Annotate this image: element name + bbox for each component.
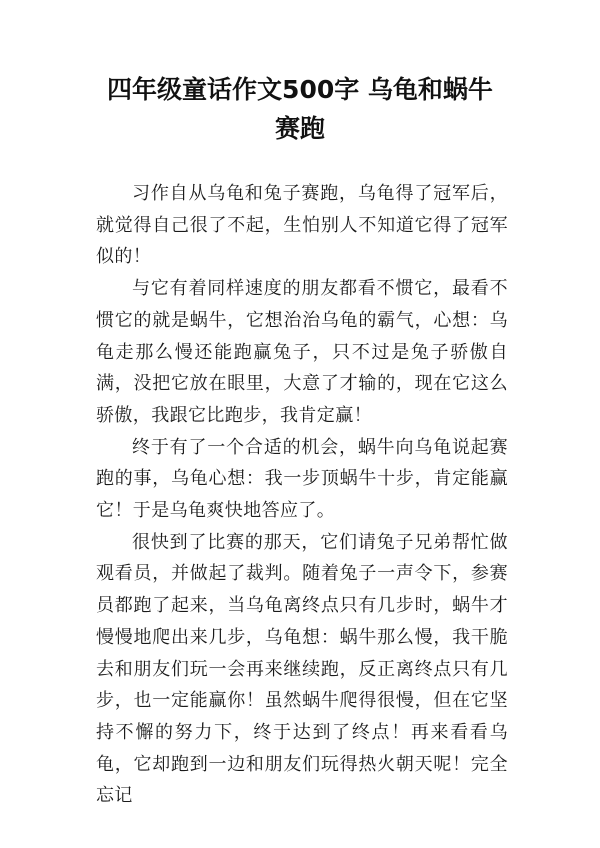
paragraph-4: 很快到了比赛的那天，它们请兔子兄弟帮忙做观看员，并做起了裁判。随着兔子一声令下，参赛员都跑了起来，当乌龟离终点只有几步时，蜗牛才慢慢地爬出来几步，乌龟想：蜗牛那么慢，我干脆去和朋友们玩一会再来继续跑，反正离终点只有几步，也一定能赢你！虽然蜗牛爬得很慢，但在它坚持不懈的努力下，终于达到了终点！再来看看乌龟，它却跑到一边和朋友们玩得热火朝天呢！完全忘记 xyxy=(96,531,508,807)
paragraph-2: 与它有着同样速度的朋友都看不惯它，最看不惯它的就是蜗牛，它想治治乌龟的霸气，心想：乌龟走那么慢还能跑赢兔子，只不过是兔子骄傲自满，没把它放在眼里，大意了才输的，现在它这么骄傲，我跟它比跑步，我肯定赢！ xyxy=(96,278,508,426)
document-title: 四年级童话作文500字 乌龟和蜗牛赛跑 xyxy=(107,75,493,143)
document-body xyxy=(96,178,508,812)
paragraph-3: 终于有了一个合适的机会，蜗牛向乌龟说起赛跑的事，乌龟心想：我一步顶蜗牛十步，肯定能赢它！于是乌龟爽快地答应了。 xyxy=(96,436,508,522)
paragraph-1: 习作自从乌龟和兔子赛跑，乌龟得了冠军后，就觉得自己很了不起，生怕别人不知道它得了冠军似的！ xyxy=(96,183,508,268)
